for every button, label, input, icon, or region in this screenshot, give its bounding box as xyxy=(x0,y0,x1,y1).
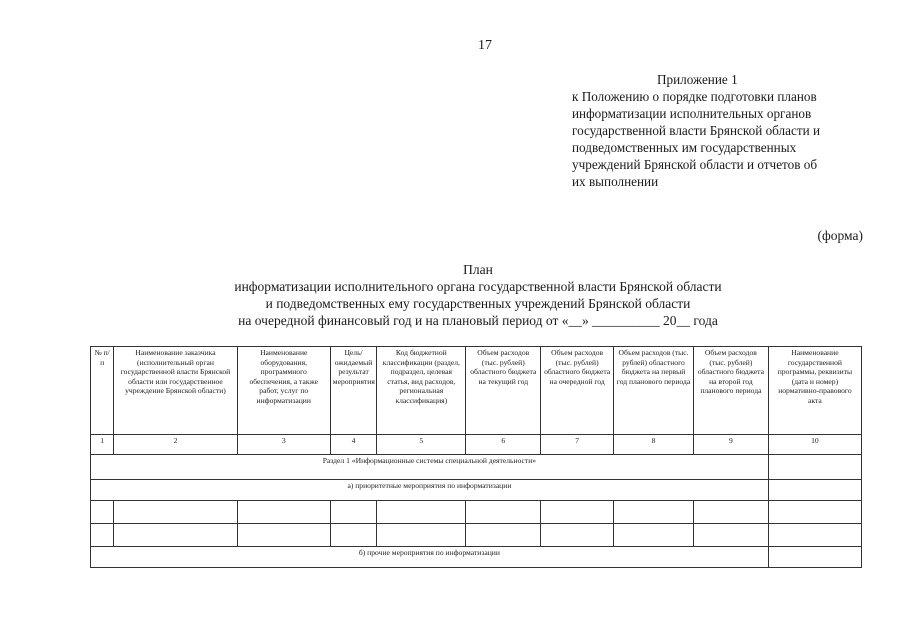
header-cell-8: Объем расходов (тыс. рублей) областного бюджета на первый год планового периода xyxy=(614,347,694,435)
plan-line-3: на очередной финансовый год и на плановый период от «__» __________ 20__ года xyxy=(238,313,718,328)
header-cell-10: Наименование государственной программы, реквизиты (дата и номер) нормативно-правового акта xyxy=(768,347,861,435)
subsection-row xyxy=(91,547,862,568)
empty-cell xyxy=(377,501,466,524)
plan-title: План xyxy=(463,262,493,277)
column-number: 4 xyxy=(330,435,377,455)
subsection-a-title: а) приоритетные мероприятия по информатизации xyxy=(91,480,769,501)
column-number: 3 xyxy=(237,435,330,455)
column-number: 2 xyxy=(114,435,237,455)
empty-cell xyxy=(91,501,114,524)
header-cell-3: Наименование оборудования, программного обеспечения, а также работ, услуг по информатизации xyxy=(237,347,330,435)
empty-cell xyxy=(693,501,768,524)
empty-cell xyxy=(768,524,861,547)
header-cell-1: № п/п xyxy=(91,347,114,435)
empty-cell xyxy=(768,547,861,568)
appendix-body: к Положению о порядке подготовки планов информатизации исполнительных органов государственной власти Брянской области и подведомственных им государственных учреждений Брянской области и отчетов об их выполнении xyxy=(572,89,821,189)
header-cell-9: Объем расходов (тыс. рублей) областного бюджета на второй год планового периода xyxy=(693,347,768,435)
column-number: 8 xyxy=(614,435,694,455)
empty-cell xyxy=(237,524,330,547)
section-row xyxy=(91,455,862,480)
empty-cell xyxy=(768,501,861,524)
column-number: 5 xyxy=(377,435,466,455)
header-cell-4: Цель/ожидаемый результат мероприятия xyxy=(330,347,377,435)
column-number: 9 xyxy=(693,435,768,455)
appendix-title: Приложение 1 xyxy=(657,72,738,87)
header-row xyxy=(91,347,862,435)
page-number: 17 xyxy=(478,38,492,53)
empty-cell xyxy=(330,524,377,547)
empty-cell xyxy=(768,480,861,501)
empty-cell xyxy=(330,501,377,524)
header-cell-5: Код бюджетной классификации (раздел, подраздел, целевая статья, вид расходов, региональная классификация) xyxy=(377,347,466,435)
plan-table xyxy=(90,346,862,568)
empty-cell xyxy=(768,455,861,480)
empty-cell xyxy=(614,524,694,547)
empty-cell xyxy=(541,501,614,524)
header-cell-7: Объем расходов (тыс. рублей) областного бюджета на очередной год xyxy=(541,347,614,435)
empty-cell xyxy=(237,501,330,524)
empty-cell xyxy=(114,501,237,524)
column-number-row xyxy=(91,435,862,455)
subsection-b-title: б) прочие мероприятия по информатизации xyxy=(91,547,769,568)
column-number: 7 xyxy=(541,435,614,455)
empty-cell xyxy=(91,524,114,547)
empty-cell xyxy=(377,524,466,547)
empty-cell xyxy=(466,501,541,524)
header-cell-6: Объем расходов (тыс. рублей) областного бюджета на текущий год xyxy=(466,347,541,435)
appendix-block xyxy=(572,71,872,190)
section-title: Раздел 1 «Информационные системы специальной деятельности» xyxy=(91,455,769,480)
empty-cell xyxy=(614,501,694,524)
table-row xyxy=(91,524,862,547)
column-number: 10 xyxy=(768,435,861,455)
empty-cell xyxy=(114,524,237,547)
plan-line-2: и подведомственных ему государственных учреждений Брянской области xyxy=(265,296,691,311)
empty-cell xyxy=(693,524,768,547)
subsection-row xyxy=(91,480,862,501)
form-label: (форма) xyxy=(817,228,863,243)
header-cell-2: Наименование заказчика (исполнительный орган государственной власти Брянской области или государственное учреждение Брянской области) xyxy=(114,347,237,435)
plan-heading xyxy=(180,261,776,329)
empty-cell xyxy=(466,524,541,547)
column-number: 6 xyxy=(466,435,541,455)
empty-cell xyxy=(541,524,614,547)
column-number: 1 xyxy=(91,435,114,455)
plan-line-1: информатизации исполнительного органа государственной власти Брянской области xyxy=(234,279,722,294)
table-row xyxy=(91,501,862,524)
